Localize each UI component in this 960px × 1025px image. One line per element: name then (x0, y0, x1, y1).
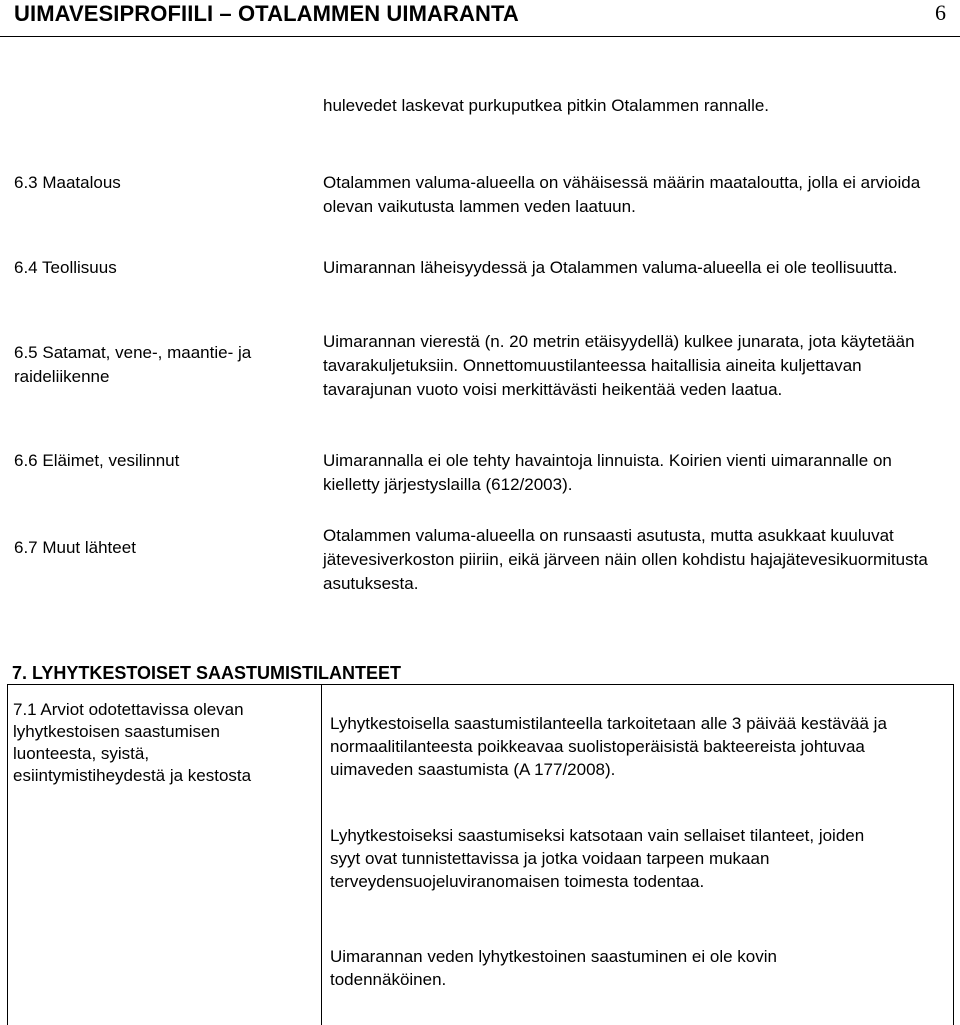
section-label: 6.6 Eläimet, vesilinnut (14, 451, 180, 470)
table-paragraph: Lyhytkestoisella saastumistilanteella tarkoitetaan alle 3 päivää kestävää ja normaalitilanteesta poikkeavaa suolistoperäisistä bakteereista johtuvaa uimaveden saastumista (A 177/2008). (330, 714, 887, 779)
section-label: 6.7 Muut lähteet (14, 538, 136, 557)
continuation-text: hulevedet laskevat purkuputkea pitkin Otalammen rannalle. (323, 96, 770, 115)
section-text: Uimarannalla ei ole tehty havaintoja linnuista. Koirien vienti uimarannalle on kielletty järjestyslailla (612/2003). (323, 451, 892, 494)
table-divider (321, 685, 322, 1025)
section-text: Uimarannan vierestä (n. 20 metrin etäisyydellä) kulkee junarata, jota käytetään tavarakuljetuksiin. Onnettomuustilanteessa haitallisia aineita kuljettavan tavarajunan vuoto voisi merkittävästi heikentää veden laatua. (323, 332, 915, 399)
section-text: Otalammen valuma-alueella on vähäisessä määrin maataloutta, jolla ei arvioida olevan vaikutusta lammen veden laatuun. (323, 173, 921, 216)
page-header (0, 0, 960, 37)
table-paragraph: Uimarannan veden lyhytkestoinen saastuminen ei ole kovin todennäköinen. (330, 947, 777, 989)
section-label: 6.3 Maatalous (14, 173, 121, 192)
table-paragraph: Lyhytkestoiseksi saastumiseksi katsotaan vain sellaiset tilanteet, joiden syyt ovat tunnistettavissa ja jotka voidaan tarpeen mukaan terveydensuojeluviranomaisen toimesta todentaa. (330, 826, 865, 891)
section-label: 6.4 Teollisuus (14, 258, 117, 277)
section-text: Otalammen valuma-alueella on runsaasti asutusta, mutta asukkaat kuuluvat jätevesiverkoston piiriin, eikä järveen näin ollen kohdistu hajajätevesikuormitusta asutuksesta. (323, 526, 928, 593)
page-number: 6 (935, 0, 946, 25)
section-7-table (7, 684, 954, 1025)
table-label-7-1: 7.1 Arviot odotettavissa olevan lyhytkestoisen saastumisen luonteesta, syistä, esiintymistiheydestä ja kestosta (13, 700, 252, 785)
document-title: UIMAVESIPROFIILI – OTALAMMEN UIMARANTA (14, 1, 519, 26)
section-label: 6.5 Satamat, vene-, maantie- ja raideliikenne (14, 343, 252, 386)
section-7-heading: 7. LYHYTKESTOISET SAASTUMISTILANTEET (12, 663, 402, 683)
section-text: Uimarannan läheisyydessä ja Otalammen valuma-alueella ei ole teollisuutta. (323, 258, 898, 277)
